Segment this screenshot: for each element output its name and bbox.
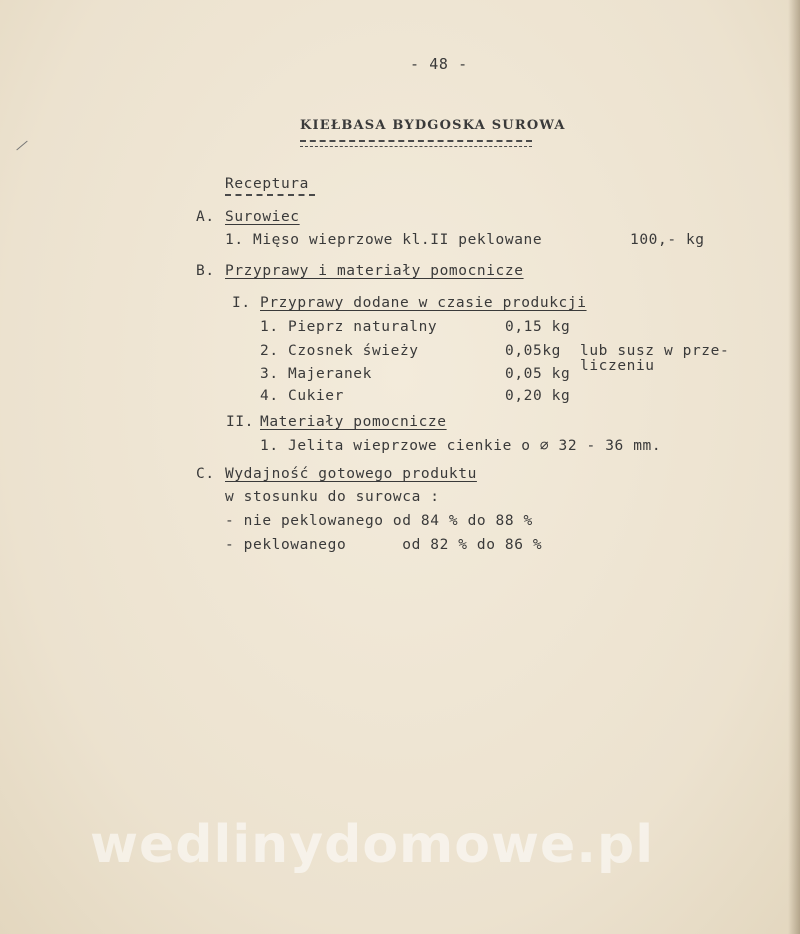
- sub-ii-numeral: II.: [226, 414, 254, 430]
- receptura-heading: Receptura: [225, 176, 309, 192]
- section-a-letter: A.: [196, 209, 215, 225]
- list-item: 1. Pieprz naturalny: [260, 319, 438, 335]
- list-item: 4. Cukier: [260, 388, 344, 404]
- document-title: KIEŁBASA BYDGOSKA SUROWA: [300, 118, 566, 133]
- section-c-heading: Wydajność gotowego produktu: [225, 466, 477, 482]
- sub-i-heading: Przyprawy dodane w czasie produkcji: [260, 295, 587, 311]
- section-b-letter: B.: [196, 263, 215, 279]
- section-a-heading: Surowiec: [225, 209, 300, 225]
- section-c-letter: C.: [196, 466, 215, 482]
- list-item: 2. Czosnek świeży: [260, 343, 419, 359]
- section-c-line-3: - peklowanego od 82 % do 86 %: [225, 537, 543, 553]
- section-c-line-2: - nie peklowanego od 84 % do 88 %: [225, 513, 533, 529]
- list-item-qty: 0,15 kg: [505, 319, 571, 335]
- note-line-1: lub susz w prze-: [580, 343, 730, 359]
- sub-i-numeral: I.: [232, 295, 251, 311]
- page-edge-shadow: [788, 0, 800, 934]
- receptura-rule: [225, 194, 315, 196]
- list-item-qty: 0,05kg: [505, 343, 561, 359]
- section-c-line-1: w stosunku do surowca :: [225, 489, 440, 505]
- list-item-qty: 0,20 kg: [505, 388, 571, 404]
- section-a-item-1-qty: 100,- kg: [630, 232, 705, 248]
- page-number: - 48 -: [410, 55, 468, 73]
- title-double-rule: [300, 140, 532, 147]
- section-a-item-1: 1. Mięso wieprzowe kl.II peklowane: [225, 232, 543, 248]
- pencil-mark: [16, 141, 27, 151]
- section-b-heading: Przyprawy i materiały pomocnicze: [225, 263, 524, 279]
- note-line-2: liczeniu: [580, 358, 655, 374]
- sub-ii-item-1: 1. Jelita wieprzowe cienkie o ∅ 32 - 36 mm.: [260, 438, 662, 454]
- watermark: wedlinydomowe.pl: [90, 815, 655, 875]
- list-item-qty: 0,05 kg: [505, 366, 571, 382]
- list-item: 3. Majeranek: [260, 366, 372, 382]
- sub-ii-heading: Materiały pomocnicze: [260, 414, 447, 430]
